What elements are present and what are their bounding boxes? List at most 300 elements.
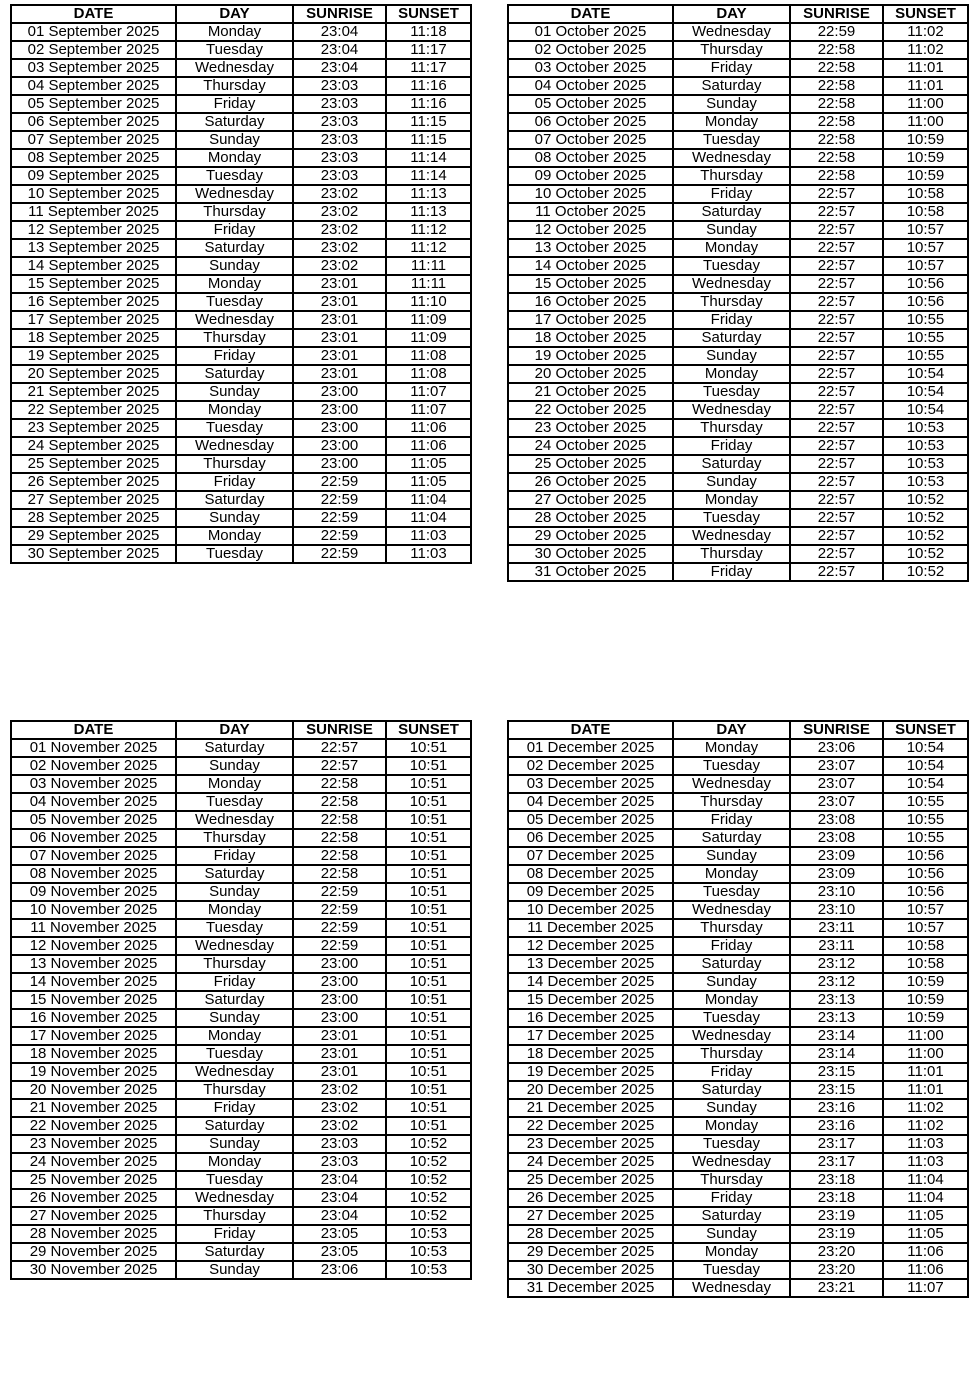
october-table	[507, 4, 969, 582]
day-cell: Saturday	[176, 739, 293, 757]
day-cell: Tuesday	[673, 131, 790, 149]
table-row	[508, 401, 968, 419]
table-row	[508, 847, 968, 865]
date-cell: 24 November 2025	[11, 1153, 176, 1171]
sunset-cell: 11:00	[883, 1027, 968, 1045]
date-cell: 19 November 2025	[11, 1063, 176, 1081]
date-cell: 30 September 2025	[11, 545, 176, 563]
day-cell: Tuesday	[176, 293, 293, 311]
day-cell: Thursday	[673, 41, 790, 59]
date-cell: 16 December 2025	[508, 1009, 673, 1027]
sunset-cell: 10:51	[386, 739, 471, 757]
sunrise-cell: 23:00	[293, 383, 386, 401]
sunset-cell: 10:55	[883, 793, 968, 811]
table-row	[508, 1045, 968, 1063]
day-cell: Wednesday	[673, 401, 790, 419]
sunset-cell: 10:55	[883, 311, 968, 329]
day-cell: Thursday	[176, 77, 293, 95]
table-row	[508, 41, 968, 59]
sunrise-cell: 23:14	[790, 1027, 883, 1045]
day-cell: Tuesday	[176, 1045, 293, 1063]
sunset-cell: 11:00	[883, 95, 968, 113]
sunrise-cell: 22:59	[293, 919, 386, 937]
table-row	[508, 527, 968, 545]
day-cell: Wednesday	[673, 1027, 790, 1045]
table-row	[508, 1099, 968, 1117]
table-row	[508, 185, 968, 203]
table-row	[11, 883, 471, 901]
table-row	[508, 473, 968, 491]
sunrise-cell: 23:08	[790, 829, 883, 847]
table-row	[11, 1135, 471, 1153]
day-cell: Wednesday	[176, 59, 293, 77]
day-cell: Saturday	[673, 955, 790, 973]
date-cell: 23 October 2025	[508, 419, 673, 437]
table-row	[11, 419, 471, 437]
day-header: DAY	[176, 721, 293, 739]
sunset-cell: 11:11	[386, 275, 471, 293]
date-cell: 25 October 2025	[508, 455, 673, 473]
sunset-cell: 10:51	[386, 793, 471, 811]
table-row	[11, 1063, 471, 1081]
sunset-cell: 11:06	[386, 437, 471, 455]
sunrise-cell: 22:59	[293, 883, 386, 901]
table-row	[508, 1171, 968, 1189]
day-cell: Monday	[176, 401, 293, 419]
date-cell: 07 September 2025	[11, 131, 176, 149]
table-row	[11, 365, 471, 383]
date-cell: 17 September 2025	[11, 311, 176, 329]
day-cell: Monday	[673, 1117, 790, 1135]
date-cell: 12 December 2025	[508, 937, 673, 955]
sunset-cell: 11:03	[386, 527, 471, 545]
sunset-cell: 11:04	[386, 491, 471, 509]
sunset-cell: 11:05	[386, 455, 471, 473]
day-cell: Monday	[673, 113, 790, 131]
date-cell: 28 October 2025	[508, 509, 673, 527]
day-cell: Wednesday	[673, 23, 790, 41]
sunrise-cell: 23:02	[293, 239, 386, 257]
date-cell: 30 December 2025	[508, 1261, 673, 1279]
sunset-cell: 10:51	[386, 955, 471, 973]
table-row	[508, 419, 968, 437]
sunset-cell: 11:14	[386, 167, 471, 185]
day-cell: Wednesday	[176, 937, 293, 955]
day-cell: Thursday	[176, 455, 293, 473]
date-cell: 17 October 2025	[508, 311, 673, 329]
sunrise-cell: 23:20	[790, 1261, 883, 1279]
table-row	[11, 149, 471, 167]
sunrise-cell: 22:57	[790, 365, 883, 383]
sunset-cell: 11:01	[883, 77, 968, 95]
sunset-cell: 11:01	[883, 1081, 968, 1099]
day-cell: Sunday	[673, 347, 790, 365]
sunset-cell: 11:09	[386, 329, 471, 347]
day-cell: Friday	[673, 59, 790, 77]
date-cell: 29 October 2025	[508, 527, 673, 545]
day-cell: Sunday	[176, 1135, 293, 1153]
sunset-cell: 10:56	[883, 865, 968, 883]
date-cell: 12 September 2025	[11, 221, 176, 239]
sunrise-cell: 23:19	[790, 1207, 883, 1225]
sunset-cell: 10:54	[883, 775, 968, 793]
table-row	[11, 347, 471, 365]
day-cell: Monday	[176, 775, 293, 793]
sunset-cell: 10:56	[883, 275, 968, 293]
date-cell: 15 November 2025	[11, 991, 176, 1009]
table-row	[508, 221, 968, 239]
sunset-cell: 11:05	[386, 473, 471, 491]
day-cell: Thursday	[673, 793, 790, 811]
sunset-cell: 11:15	[386, 131, 471, 149]
sunset-cell: 10:51	[386, 991, 471, 1009]
date-cell: 15 December 2025	[508, 991, 673, 1009]
sunrise-cell: 23:16	[790, 1099, 883, 1117]
day-cell: Sunday	[673, 221, 790, 239]
sunrise-cell: 23:03	[293, 167, 386, 185]
sunrise-cell: 23:00	[293, 455, 386, 473]
day-cell: Thursday	[673, 919, 790, 937]
sunrise-cell: 23:06	[790, 739, 883, 757]
date-cell: 06 December 2025	[508, 829, 673, 847]
table-row	[11, 257, 471, 275]
sunrise-header: SUNRISE	[293, 5, 386, 23]
table-row	[11, 203, 471, 221]
date-cell: 29 September 2025	[11, 527, 176, 545]
day-cell: Wednesday	[176, 811, 293, 829]
table-row	[508, 131, 968, 149]
sunset-cell: 10:52	[386, 1207, 471, 1225]
sunrise-cell: 23:02	[293, 1081, 386, 1099]
sunset-cell: 10:55	[883, 811, 968, 829]
date-cell: 09 September 2025	[11, 167, 176, 185]
table-row	[508, 1063, 968, 1081]
day-cell: Tuesday	[176, 1171, 293, 1189]
day-cell: Thursday	[673, 293, 790, 311]
sunset-cell: 10:52	[883, 491, 968, 509]
sunset-cell: 10:53	[386, 1261, 471, 1279]
sunrise-cell: 23:04	[293, 59, 386, 77]
sunrise-cell: 23:12	[790, 973, 883, 991]
table-row	[11, 437, 471, 455]
date-cell: 15 October 2025	[508, 275, 673, 293]
sunset-cell: 11:14	[386, 149, 471, 167]
day-cell: Thursday	[673, 545, 790, 563]
sunrise-cell: 23:04	[293, 23, 386, 41]
sunrise-cell: 22:58	[293, 865, 386, 883]
date-cell: 26 December 2025	[508, 1189, 673, 1207]
sunrise-cell: 22:57	[293, 739, 386, 757]
table-row	[11, 1171, 471, 1189]
date-cell: 12 November 2025	[11, 937, 176, 955]
date-cell: 02 October 2025	[508, 41, 673, 59]
sunrise-header: SUNRISE	[293, 721, 386, 739]
date-cell: 31 October 2025	[508, 563, 673, 581]
table-row	[11, 383, 471, 401]
date-cell: 17 December 2025	[508, 1027, 673, 1045]
day-cell: Thursday	[176, 329, 293, 347]
table-row	[508, 1153, 968, 1171]
sunset-cell: 10:53	[883, 455, 968, 473]
table-row	[508, 1261, 968, 1279]
date-cell: 22 October 2025	[508, 401, 673, 419]
table-row	[11, 545, 471, 563]
date-cell: 13 October 2025	[508, 239, 673, 257]
day-cell: Tuesday	[176, 167, 293, 185]
sunset-header: SUNSET	[386, 721, 471, 739]
table-row	[508, 149, 968, 167]
table-row	[11, 23, 471, 41]
date-cell: 19 September 2025	[11, 347, 176, 365]
table-row	[508, 1243, 968, 1261]
day-cell: Wednesday	[176, 437, 293, 455]
day-cell: Sunday	[176, 383, 293, 401]
date-cell: 11 September 2025	[11, 203, 176, 221]
date-cell: 23 September 2025	[11, 419, 176, 437]
header-row	[508, 5, 968, 23]
day-cell: Monday	[673, 865, 790, 883]
sunrise-cell: 22:57	[790, 419, 883, 437]
sunrise-cell: 23:13	[790, 991, 883, 1009]
date-cell: 08 October 2025	[508, 149, 673, 167]
table-row	[508, 167, 968, 185]
table-row	[11, 131, 471, 149]
table-row	[11, 955, 471, 973]
date-cell: 11 October 2025	[508, 203, 673, 221]
table-row	[11, 1225, 471, 1243]
sunset-cell: 10:51	[386, 1099, 471, 1117]
sunrise-cell: 22:57	[790, 527, 883, 545]
table-row	[508, 239, 968, 257]
table-row	[11, 1081, 471, 1099]
day-cell: Wednesday	[673, 149, 790, 167]
sunrise-cell: 22:57	[790, 455, 883, 473]
day-cell: Tuesday	[673, 1135, 790, 1153]
date-cell: 05 November 2025	[11, 811, 176, 829]
day-cell: Saturday	[176, 113, 293, 131]
date-cell: 28 December 2025	[508, 1225, 673, 1243]
day-cell: Sunday	[673, 473, 790, 491]
sunrise-cell: 22:58	[790, 41, 883, 59]
header-row	[11, 721, 471, 739]
sunrise-cell: 23:00	[293, 973, 386, 991]
sunrise-cell: 22:57	[790, 437, 883, 455]
table-row	[508, 1081, 968, 1099]
sunset-cell: 10:54	[883, 383, 968, 401]
sunset-cell: 11:17	[386, 41, 471, 59]
table-row	[508, 59, 968, 77]
table-row	[11, 185, 471, 203]
september-table	[10, 4, 472, 564]
date-cell: 16 September 2025	[11, 293, 176, 311]
day-cell: Saturday	[673, 203, 790, 221]
day-cell: Wednesday	[673, 775, 790, 793]
table-row	[508, 455, 968, 473]
table-row	[508, 329, 968, 347]
day-cell: Tuesday	[176, 793, 293, 811]
day-cell: Monday	[176, 527, 293, 545]
table-row	[508, 1225, 968, 1243]
sunrise-cell: 22:59	[293, 509, 386, 527]
sunrise-cell: 23:03	[293, 113, 386, 131]
table-row	[508, 811, 968, 829]
day-cell: Sunday	[176, 1261, 293, 1279]
date-cell: 29 December 2025	[508, 1243, 673, 1261]
sunset-cell: 10:53	[883, 419, 968, 437]
sunrise-cell: 22:58	[790, 149, 883, 167]
sunrise-cell: 22:57	[790, 401, 883, 419]
sunrise-cell: 23:02	[293, 257, 386, 275]
date-cell: 18 September 2025	[11, 329, 176, 347]
date-cell: 13 December 2025	[508, 955, 673, 973]
table-row	[11, 167, 471, 185]
day-cell: Saturday	[673, 77, 790, 95]
table-row	[11, 113, 471, 131]
sunset-cell: 11:06	[883, 1261, 968, 1279]
sunset-cell: 10:58	[883, 203, 968, 221]
sunrise-cell: 23:10	[790, 883, 883, 901]
table-row	[11, 1207, 471, 1225]
date-cell: 30 November 2025	[11, 1261, 176, 1279]
sunset-cell: 10:53	[386, 1243, 471, 1261]
sunset-cell: 11:06	[883, 1243, 968, 1261]
day-cell: Saturday	[176, 865, 293, 883]
date-cell: 08 September 2025	[11, 149, 176, 167]
sunset-cell: 10:52	[883, 527, 968, 545]
date-cell: 14 November 2025	[11, 973, 176, 991]
day-cell: Saturday	[176, 991, 293, 1009]
table-row	[11, 77, 471, 95]
day-cell: Tuesday	[176, 419, 293, 437]
table-row	[11, 757, 471, 775]
day-cell: Sunday	[673, 1225, 790, 1243]
sunrise-cell: 23:10	[790, 901, 883, 919]
sunrise-cell: 22:57	[790, 257, 883, 275]
table-row	[508, 311, 968, 329]
day-cell: Friday	[673, 1063, 790, 1081]
sunrise-cell: 23:01	[293, 293, 386, 311]
table-row	[508, 491, 968, 509]
sunset-cell: 10:57	[883, 919, 968, 937]
day-cell: Sunday	[176, 257, 293, 275]
sunrise-cell: 23:02	[293, 1117, 386, 1135]
sunrise-cell: 23:14	[790, 1045, 883, 1063]
sunset-cell: 11:02	[883, 1099, 968, 1117]
sunrise-cell: 23:01	[293, 329, 386, 347]
table-row	[508, 437, 968, 455]
sunrise-cell: 23:01	[293, 365, 386, 383]
day-cell: Thursday	[176, 1207, 293, 1225]
table-row	[508, 955, 968, 973]
table-row	[508, 77, 968, 95]
sunset-cell: 11:16	[386, 77, 471, 95]
day-cell: Friday	[673, 437, 790, 455]
table-row	[508, 293, 968, 311]
sunset-cell: 10:51	[386, 973, 471, 991]
sunrise-cell: 22:57	[790, 509, 883, 527]
date-cell: 03 November 2025	[11, 775, 176, 793]
date-cell: 25 December 2025	[508, 1171, 673, 1189]
sunset-cell: 11:03	[883, 1153, 968, 1171]
sunrise-cell: 22:58	[790, 95, 883, 113]
date-cell: 27 December 2025	[508, 1207, 673, 1225]
date-cell: 15 September 2025	[11, 275, 176, 293]
date-cell: 16 November 2025	[11, 1009, 176, 1027]
sunset-cell: 10:51	[386, 811, 471, 829]
date-cell: 13 September 2025	[11, 239, 176, 257]
sunrise-cell: 22:59	[293, 937, 386, 955]
table-row	[11, 401, 471, 419]
sunrise-cell: 23:03	[293, 1153, 386, 1171]
table-row	[11, 527, 471, 545]
sunrise-cell: 23:19	[790, 1225, 883, 1243]
sunset-cell: 10:59	[883, 167, 968, 185]
date-cell: 26 September 2025	[11, 473, 176, 491]
sunrise-cell: 22:57	[790, 347, 883, 365]
date-cell: 14 September 2025	[11, 257, 176, 275]
day-cell: Sunday	[673, 1099, 790, 1117]
november-table	[10, 720, 472, 1280]
sunset-cell: 11:11	[386, 257, 471, 275]
table-row	[11, 455, 471, 473]
sunset-cell: 10:54	[883, 757, 968, 775]
sunrise-cell: 22:59	[293, 527, 386, 545]
table-row	[11, 1027, 471, 1045]
sunset-cell: 10:59	[883, 1009, 968, 1027]
date-cell: 22 September 2025	[11, 401, 176, 419]
day-cell: Sunday	[176, 131, 293, 149]
table-row	[11, 1243, 471, 1261]
date-cell: 29 November 2025	[11, 1243, 176, 1261]
day-cell: Friday	[176, 473, 293, 491]
date-cell: 22 November 2025	[11, 1117, 176, 1135]
day-cell: Friday	[176, 847, 293, 865]
sunrise-cell: 23:00	[293, 955, 386, 973]
table-row	[508, 563, 968, 581]
day-cell: Thursday	[673, 1045, 790, 1063]
table-row	[508, 829, 968, 847]
table-row	[11, 1009, 471, 1027]
table-row	[11, 1261, 471, 1279]
table-row	[11, 293, 471, 311]
day-cell: Saturday	[673, 1081, 790, 1099]
sunrise-cell: 23:02	[293, 1099, 386, 1117]
day-cell: Monday	[176, 149, 293, 167]
sunrise-cell: 23:09	[790, 865, 883, 883]
day-cell: Wednesday	[176, 1063, 293, 1081]
header-row	[11, 5, 471, 23]
day-header: DAY	[673, 721, 790, 739]
sunrise-cell: 23:01	[293, 311, 386, 329]
date-header: DATE	[508, 721, 673, 739]
day-cell: Friday	[176, 221, 293, 239]
sunset-cell: 10:51	[386, 865, 471, 883]
sunrise-cell: 23:06	[293, 1261, 386, 1279]
date-cell: 10 December 2025	[508, 901, 673, 919]
sunrise-cell: 23:17	[790, 1135, 883, 1153]
sunset-cell: 10:51	[386, 829, 471, 847]
date-cell: 08 November 2025	[11, 865, 176, 883]
date-cell: 27 September 2025	[11, 491, 176, 509]
date-cell: 01 October 2025	[508, 23, 673, 41]
table-row	[508, 1117, 968, 1135]
table-row	[508, 545, 968, 563]
table-row	[11, 473, 471, 491]
sunset-cell: 10:51	[386, 847, 471, 865]
sunrise-cell: 23:05	[293, 1225, 386, 1243]
date-cell: 01 December 2025	[508, 739, 673, 757]
date-cell: 23 November 2025	[11, 1135, 176, 1153]
